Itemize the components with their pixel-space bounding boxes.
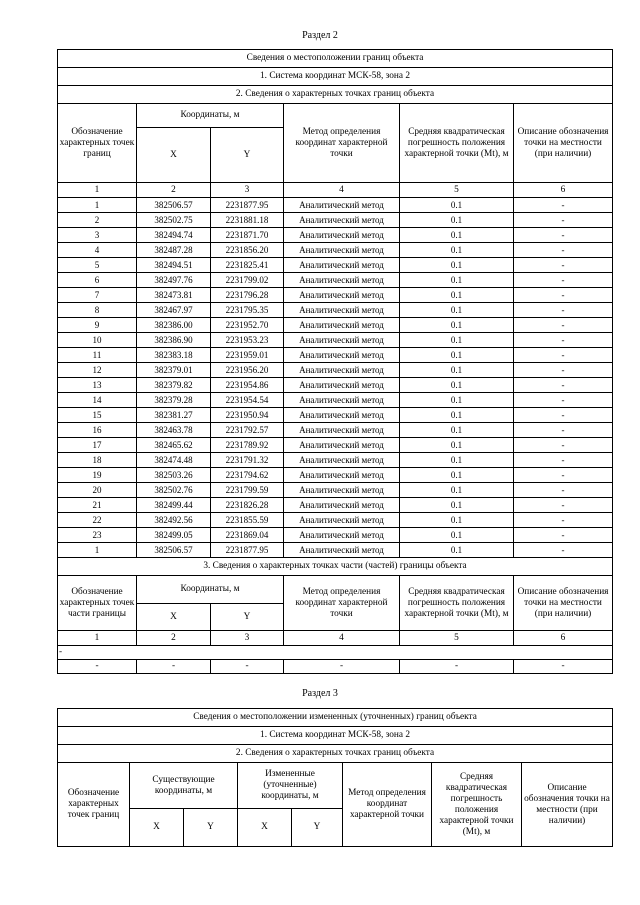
method-cell: Аналитический метод bbox=[284, 408, 400, 423]
y-coordinate-cell: 2231950.94 bbox=[211, 408, 284, 423]
y-coordinate-cell: 2231791.32 bbox=[211, 453, 284, 468]
method-cell: Аналитический метод bbox=[284, 288, 400, 303]
table-row bbox=[58, 273, 613, 288]
y-coordinate-cell: 2231789.92 bbox=[211, 438, 284, 453]
point-number-cell: 6 bbox=[58, 273, 137, 288]
part-column-number: 5 bbox=[400, 631, 514, 646]
method-cell: Аналитический метод bbox=[284, 303, 400, 318]
s3-header-y-changed: Y bbox=[292, 809, 343, 847]
description-cell: - bbox=[514, 393, 613, 408]
x-coordinate-cell: 382487.28 bbox=[137, 243, 211, 258]
part-dash-row: - bbox=[58, 646, 613, 660]
error-cell: 0.1 bbox=[400, 333, 514, 348]
coordinate-system: 1. Система координат МСК-58, зона 2 bbox=[58, 68, 613, 86]
point-number-cell: 4 bbox=[58, 243, 137, 258]
method-cell: Аналитический метод bbox=[284, 348, 400, 363]
point-number-cell: 21 bbox=[58, 498, 137, 513]
point-number-cell: 16 bbox=[58, 423, 137, 438]
x-coordinate-cell: 382506.57 bbox=[137, 198, 211, 213]
x-coordinate-cell: 382499.44 bbox=[137, 498, 211, 513]
part-empty-cell: - bbox=[58, 660, 137, 674]
column-number: 3 bbox=[211, 183, 284, 198]
error-cell: 0.1 bbox=[400, 408, 514, 423]
method-cell: Аналитический метод bbox=[284, 423, 400, 438]
header-method: Метод определения координат характерной точки bbox=[284, 104, 400, 183]
y-coordinate-cell: 2231871.70 bbox=[211, 228, 284, 243]
error-cell: 0.1 bbox=[400, 483, 514, 498]
x-coordinate-cell: 382502.75 bbox=[137, 213, 211, 228]
point-number-cell: 18 bbox=[58, 453, 137, 468]
error-cell: 0.1 bbox=[400, 513, 514, 528]
table-subtitle: 2. Сведения о характерных точках границ объекта bbox=[58, 86, 613, 104]
column-number: 1 bbox=[58, 183, 137, 198]
point-number-cell: 20 bbox=[58, 483, 137, 498]
error-cell: 0.1 bbox=[400, 453, 514, 468]
description-cell: - bbox=[514, 318, 613, 333]
y-coordinate-cell: 2231826.28 bbox=[211, 498, 284, 513]
method-cell: Аналитический метод bbox=[284, 363, 400, 378]
y-coordinate-cell: 2231954.54 bbox=[211, 393, 284, 408]
error-cell: 0.1 bbox=[400, 543, 514, 558]
y-coordinate-cell: 2231952.70 bbox=[211, 318, 284, 333]
y-coordinate-cell: 2231956.20 bbox=[211, 363, 284, 378]
description-cell: - bbox=[514, 423, 613, 438]
error-cell: 0.1 bbox=[400, 468, 514, 483]
part-empty-cell: - bbox=[211, 660, 284, 674]
point-number-cell: 17 bbox=[58, 438, 137, 453]
description-cell: - bbox=[514, 288, 613, 303]
table-row bbox=[58, 198, 613, 213]
part-header-description: Описание обозначения точки на местности (при наличии) bbox=[514, 576, 613, 631]
description-cell: - bbox=[514, 363, 613, 378]
x-coordinate-cell: 382386.90 bbox=[137, 333, 211, 348]
method-cell: Аналитический метод bbox=[284, 468, 400, 483]
point-number-cell: 22 bbox=[58, 513, 137, 528]
method-cell: Аналитический метод bbox=[284, 228, 400, 243]
table-row bbox=[58, 213, 613, 228]
table-row bbox=[58, 423, 613, 438]
table-row bbox=[58, 333, 613, 348]
part-empty-cell: - bbox=[284, 660, 400, 674]
error-cell: 0.1 bbox=[400, 438, 514, 453]
x-coordinate-cell: 382383.18 bbox=[137, 348, 211, 363]
description-cell: - bbox=[514, 198, 613, 213]
method-cell: Аналитический метод bbox=[284, 543, 400, 558]
x-coordinate-cell: 382506.57 bbox=[137, 543, 211, 558]
point-number-cell: 3 bbox=[58, 228, 137, 243]
error-cell: 0.1 bbox=[400, 378, 514, 393]
table-row bbox=[58, 498, 613, 513]
method-cell: Аналитический метод bbox=[284, 498, 400, 513]
description-cell: - bbox=[514, 378, 613, 393]
y-coordinate-cell: 2231796.28 bbox=[211, 288, 284, 303]
point-number-cell: 23 bbox=[58, 528, 137, 543]
point-number-cell: 14 bbox=[58, 393, 137, 408]
column-number: 6 bbox=[514, 183, 613, 198]
error-cell: 0.1 bbox=[400, 258, 514, 273]
table-row bbox=[58, 393, 613, 408]
part-column-number: 4 bbox=[284, 631, 400, 646]
header-point: Обозначение характерных точек границ bbox=[58, 104, 137, 183]
x-coordinate-cell: 382492.56 bbox=[137, 513, 211, 528]
s3-header-changed: Измененные (уточненные) координаты, м bbox=[238, 763, 343, 809]
x-coordinate-cell: 382499.05 bbox=[137, 528, 211, 543]
y-coordinate-cell: 2231855.59 bbox=[211, 513, 284, 528]
y-coordinate-cell: 2231877.95 bbox=[211, 198, 284, 213]
part-empty-cell: - bbox=[137, 660, 211, 674]
y-coordinate-cell: 2231795.35 bbox=[211, 303, 284, 318]
table-row bbox=[58, 483, 613, 498]
part-column-number: 6 bbox=[514, 631, 613, 646]
s3-header-description: Описание обозначения точки на местности (при наличии) bbox=[522, 763, 613, 847]
y-coordinate-cell: 2231794.62 bbox=[211, 468, 284, 483]
error-cell: 0.1 bbox=[400, 243, 514, 258]
error-cell: 0.1 bbox=[400, 528, 514, 543]
part-header-x: X bbox=[137, 604, 211, 631]
method-cell: Аналитический метод bbox=[284, 528, 400, 543]
part-empty-cell: - bbox=[400, 660, 514, 674]
method-cell: Аналитический метод bbox=[284, 453, 400, 468]
y-coordinate-cell: 2231954.86 bbox=[211, 378, 284, 393]
x-coordinate-cell: 382494.51 bbox=[137, 258, 211, 273]
description-cell: - bbox=[514, 483, 613, 498]
method-cell: Аналитический метод bbox=[284, 378, 400, 393]
description-cell: - bbox=[514, 213, 613, 228]
table-row bbox=[58, 528, 613, 543]
section-3-heading: Раздел 3 bbox=[302, 688, 338, 699]
s3-header-error: Средняя квадратическая погрешность положения характерной точки (Mt), м bbox=[432, 763, 522, 847]
table-row bbox=[58, 318, 613, 333]
description-cell: - bbox=[514, 258, 613, 273]
s3-header-method: Метод определения координат характерной точки bbox=[343, 763, 432, 847]
column-number: 4 bbox=[284, 183, 400, 198]
boundary-points-table bbox=[57, 49, 613, 674]
part-subtitle: 3. Сведения о характерных точках части (частей) границы объекта bbox=[58, 558, 613, 576]
part-column-number: 1 bbox=[58, 631, 137, 646]
point-number-cell: 12 bbox=[58, 363, 137, 378]
header-coords: Координаты, м bbox=[137, 104, 284, 128]
y-coordinate-cell: 2231825.41 bbox=[211, 258, 284, 273]
error-cell: 0.1 bbox=[400, 273, 514, 288]
part-column-number: 2 bbox=[137, 631, 211, 646]
x-coordinate-cell: 382381.27 bbox=[137, 408, 211, 423]
table-row bbox=[58, 348, 613, 363]
description-cell: - bbox=[514, 438, 613, 453]
x-coordinate-cell: 382379.82 bbox=[137, 378, 211, 393]
s3-header-existing: Существующие координаты, м bbox=[130, 763, 238, 809]
description-cell: - bbox=[514, 453, 613, 468]
table-row bbox=[58, 468, 613, 483]
point-number-cell: 13 bbox=[58, 378, 137, 393]
part-header-coords: Координаты, м bbox=[137, 576, 284, 604]
description-cell: - bbox=[514, 543, 613, 558]
method-cell: Аналитический метод bbox=[284, 213, 400, 228]
column-number: 2 bbox=[137, 183, 211, 198]
x-coordinate-cell: 382463.78 bbox=[137, 423, 211, 438]
x-coordinate-cell: 382379.01 bbox=[137, 363, 211, 378]
description-cell: - bbox=[514, 333, 613, 348]
header-error: Средняя квадратическая погрешность положения характерной точки (Mt), м bbox=[400, 104, 514, 183]
x-coordinate-cell: 382474.48 bbox=[137, 453, 211, 468]
point-number-cell: 19 bbox=[58, 468, 137, 483]
x-coordinate-cell: 382503.26 bbox=[137, 468, 211, 483]
error-cell: 0.1 bbox=[400, 348, 514, 363]
section-2-heading: Раздел 2 bbox=[302, 30, 338, 41]
table-row bbox=[58, 513, 613, 528]
method-cell: Аналитический метод bbox=[284, 243, 400, 258]
table-row bbox=[58, 453, 613, 468]
table-row bbox=[58, 303, 613, 318]
y-coordinate-cell: 2231953.23 bbox=[211, 333, 284, 348]
header-description: Описание обозначения точки на местности (при наличии) bbox=[514, 104, 613, 183]
part-header-error: Средняя квадратическая погрешность положения характерной точки (Mt), м bbox=[400, 576, 514, 631]
table-row bbox=[58, 378, 613, 393]
error-cell: 0.1 bbox=[400, 363, 514, 378]
method-cell: Аналитический метод bbox=[284, 318, 400, 333]
table-row bbox=[58, 363, 613, 378]
s3-table-title: Сведения о местоположении измененных (уточненных) границ объекта bbox=[58, 709, 613, 727]
table-row bbox=[58, 243, 613, 258]
description-cell: - bbox=[514, 273, 613, 288]
description-cell: - bbox=[514, 303, 613, 318]
method-cell: Аналитический метод bbox=[284, 333, 400, 348]
method-cell: Аналитический метод bbox=[284, 198, 400, 213]
table-row bbox=[58, 228, 613, 243]
s3-header-x-changed: X bbox=[238, 809, 292, 847]
error-cell: 0.1 bbox=[400, 288, 514, 303]
point-number-cell: 1 bbox=[58, 198, 137, 213]
point-number-cell: 9 bbox=[58, 318, 137, 333]
y-coordinate-cell: 2231959.01 bbox=[211, 348, 284, 363]
point-number-cell: 11 bbox=[58, 348, 137, 363]
description-cell: - bbox=[514, 498, 613, 513]
error-cell: 0.1 bbox=[400, 498, 514, 513]
header-x: X bbox=[137, 128, 211, 183]
s3-header-x-existing: X bbox=[130, 809, 184, 847]
part-column-number: 3 bbox=[211, 631, 284, 646]
method-cell: Аналитический метод bbox=[284, 513, 400, 528]
error-cell: 0.1 bbox=[400, 228, 514, 243]
description-cell: - bbox=[514, 468, 613, 483]
error-cell: 0.1 bbox=[400, 318, 514, 333]
method-cell: Аналитический метод bbox=[284, 438, 400, 453]
table-row bbox=[58, 408, 613, 423]
method-cell: Аналитический метод bbox=[284, 258, 400, 273]
description-cell: - bbox=[514, 243, 613, 258]
description-cell: - bbox=[514, 228, 613, 243]
y-coordinate-cell: 2231799.59 bbox=[211, 483, 284, 498]
part-empty-cell: - bbox=[514, 660, 613, 674]
point-number-cell: 2 bbox=[58, 213, 137, 228]
column-number: 5 bbox=[400, 183, 514, 198]
y-coordinate-cell: 2231792.57 bbox=[211, 423, 284, 438]
header-y: Y bbox=[211, 128, 284, 183]
error-cell: 0.1 bbox=[400, 213, 514, 228]
point-number-cell: 1 bbox=[58, 543, 137, 558]
error-cell: 0.1 bbox=[400, 303, 514, 318]
s3-coordinate-system: 1. Система координат МСК-58, зона 2 bbox=[58, 727, 613, 745]
description-cell: - bbox=[514, 513, 613, 528]
x-coordinate-cell: 382379.28 bbox=[137, 393, 211, 408]
table-title: Сведения о местоположении границ объекта bbox=[58, 50, 613, 68]
part-header-point: Обозначение характерных точек части границы bbox=[58, 576, 137, 631]
y-coordinate-cell: 2231881.18 bbox=[211, 213, 284, 228]
x-coordinate-cell: 382465.62 bbox=[137, 438, 211, 453]
x-coordinate-cell: 382467.97 bbox=[137, 303, 211, 318]
changed-boundary-table bbox=[57, 708, 613, 847]
description-cell: - bbox=[514, 408, 613, 423]
point-number-cell: 15 bbox=[58, 408, 137, 423]
x-coordinate-cell: 382473.81 bbox=[137, 288, 211, 303]
table-row bbox=[58, 438, 613, 453]
error-cell: 0.1 bbox=[400, 423, 514, 438]
method-cell: Аналитический метод bbox=[284, 483, 400, 498]
description-cell: - bbox=[514, 348, 613, 363]
y-coordinate-cell: 2231799.02 bbox=[211, 273, 284, 288]
y-coordinate-cell: 2231877.95 bbox=[211, 543, 284, 558]
s3-header-point: Обозначение характерных точек границ bbox=[58, 763, 130, 847]
x-coordinate-cell: 382386.00 bbox=[137, 318, 211, 333]
point-number-cell: 10 bbox=[58, 333, 137, 348]
description-cell: - bbox=[514, 528, 613, 543]
x-coordinate-cell: 382497.76 bbox=[137, 273, 211, 288]
part-header-method: Метод определения координат характерной точки bbox=[284, 576, 400, 631]
x-coordinate-cell: 382494.74 bbox=[137, 228, 211, 243]
s3-table-subtitle: 2. Сведения о характерных точках границ объекта bbox=[58, 745, 613, 763]
method-cell: Аналитический метод bbox=[284, 393, 400, 408]
point-number-cell: 5 bbox=[58, 258, 137, 273]
point-number-cell: 8 bbox=[58, 303, 137, 318]
part-header-y: Y bbox=[211, 604, 284, 631]
error-cell: 0.1 bbox=[400, 393, 514, 408]
table-row bbox=[58, 258, 613, 273]
table-row bbox=[58, 543, 613, 558]
x-coordinate-cell: 382502.76 bbox=[137, 483, 211, 498]
table-row bbox=[58, 288, 613, 303]
point-number-cell: 7 bbox=[58, 288, 137, 303]
s3-header-y-existing: Y bbox=[184, 809, 238, 847]
method-cell: Аналитический метод bbox=[284, 273, 400, 288]
y-coordinate-cell: 2231856.20 bbox=[211, 243, 284, 258]
error-cell: 0.1 bbox=[400, 198, 514, 213]
y-coordinate-cell: 2231869.04 bbox=[211, 528, 284, 543]
